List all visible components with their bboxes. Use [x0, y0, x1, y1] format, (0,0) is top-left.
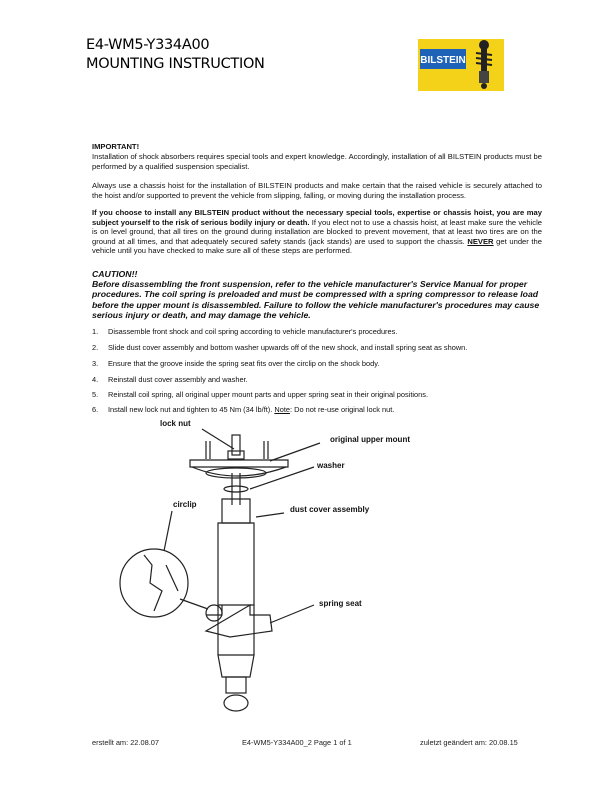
circlip-detail-lines — [144, 555, 178, 611]
step-text: Reinstall coil spring, all original upper mount parts and upper spring seat in their original positions. — [108, 390, 429, 399]
step-number: 5. — [92, 390, 99, 399]
document-code-title: E4-WM5-Y334A00 — [86, 37, 210, 53]
step-number: 6. — [92, 405, 99, 414]
step-text: Slide dust cover assembly and bottom washer upwards off of the new shock, and install spring seat as shown. — [108, 343, 468, 352]
document-title: MOUNTING INSTRUCTION — [86, 56, 265, 72]
step-number: 3. — [92, 359, 99, 368]
step-text: Reinstall dust cover assembly and washer. — [108, 375, 248, 384]
label-washer: washer — [317, 461, 345, 470]
safety-closing: get under the vehicle until you have checked to make sure all of these steps are performed. — [92, 236, 542, 256]
intro-paragraph-1: Installation of shock absorbers requires special tools and expert knowledge. Accordingly, installation of all BILSTEIN products must be performed by a qualified suspension specialist. — [92, 152, 542, 171]
caution-block — [92, 269, 542, 320]
intro-paragraph-2: Always use a chassis hoist for the installation of BILSTEIN products and make certain that the raised vehicle is securely attached to the hoist and/or supported to prevent the vehicle from slipping, falling, or moving during the installation process. — [92, 181, 542, 200]
shock-absorber-drawing — [110, 415, 440, 715]
intro-paragraph-3 — [92, 208, 542, 256]
footer-page-info: E4-WM5-Y334A00_2 Page 1 of 1 — [242, 738, 352, 747]
step-number: 2. — [92, 343, 99, 352]
label-original-upper-mount: original upper mount — [330, 435, 410, 444]
step-number: 4. — [92, 375, 99, 384]
shock-diagram — [110, 415, 440, 715]
circlip-marker — [206, 605, 222, 621]
step-number: 1. — [92, 327, 99, 336]
note-text: : Do not re-use original lock nut. — [290, 405, 395, 414]
washer-shape — [224, 486, 248, 492]
footer-modified-date: zuletzt geändert am: 20.08.15 — [420, 738, 518, 747]
shock-body — [218, 523, 254, 605]
upper-mount-plate — [190, 460, 288, 467]
note-label: Note — [274, 405, 291, 414]
circlip-detail-circle — [120, 549, 188, 617]
step-text — [108, 405, 394, 414]
label-spring-seat: spring seat — [319, 599, 362, 608]
logo-text: BILSTEIN — [420, 55, 466, 66]
step-text: Ensure that the groove inside the spring seat fits over the circlip on the shock body. — [108, 359, 380, 368]
risk-warning: If you choose to install any BILSTEIN product without the necessary special tools, expertise or chassis hoist, you are may subject yourself to the risk of serious bodily injury or death. — [92, 208, 542, 227]
lower-eye-mount — [224, 695, 248, 711]
dust-cover-top — [222, 499, 250, 523]
safety-requirements: If you elect not to use a chassis hoist, at least make sure the vehicle is on level ground, that all tires on the ground during installation are blocked to prevent movement, that at least two tires are on the ground at all times, and that adequately secured safety stands (jack stands) are used to support the chassis. — [92, 217, 543, 246]
bilstein-logo — [418, 31, 504, 91]
step-text: Disassemble front shock and coil spring according to vehicle manufacturer's procedures. — [108, 327, 398, 336]
piston-rod-stud — [232, 435, 240, 455]
caution-label: CAUTION!! — [92, 269, 138, 279]
label-circlip: circlip — [173, 500, 197, 509]
footer-created-date: erstellt am: 22.08.07 — [92, 738, 159, 747]
never-emphasis: NEVER — [467, 236, 494, 246]
caution-text: Before disassembling the front suspension, refer to the vehicle manufacturer's Service Manual for proper procedures. The coil spring is preloaded and must be compressed with a spring compressor to release load before the upper mount is disassembled. Failure to follow the vehicle manufacturer's procedures may cause serious injury or death, and may damage the vehicle. — [92, 279, 540, 320]
important-label: IMPORTANT! — [92, 142, 140, 151]
label-lock-nut: lock nut — [160, 419, 191, 428]
step-6-text: Install new lock nut and tighten to 45 Nm (34 lb/ft). — [108, 405, 275, 414]
label-dust-cover-assembly: dust cover assembly — [290, 505, 370, 514]
